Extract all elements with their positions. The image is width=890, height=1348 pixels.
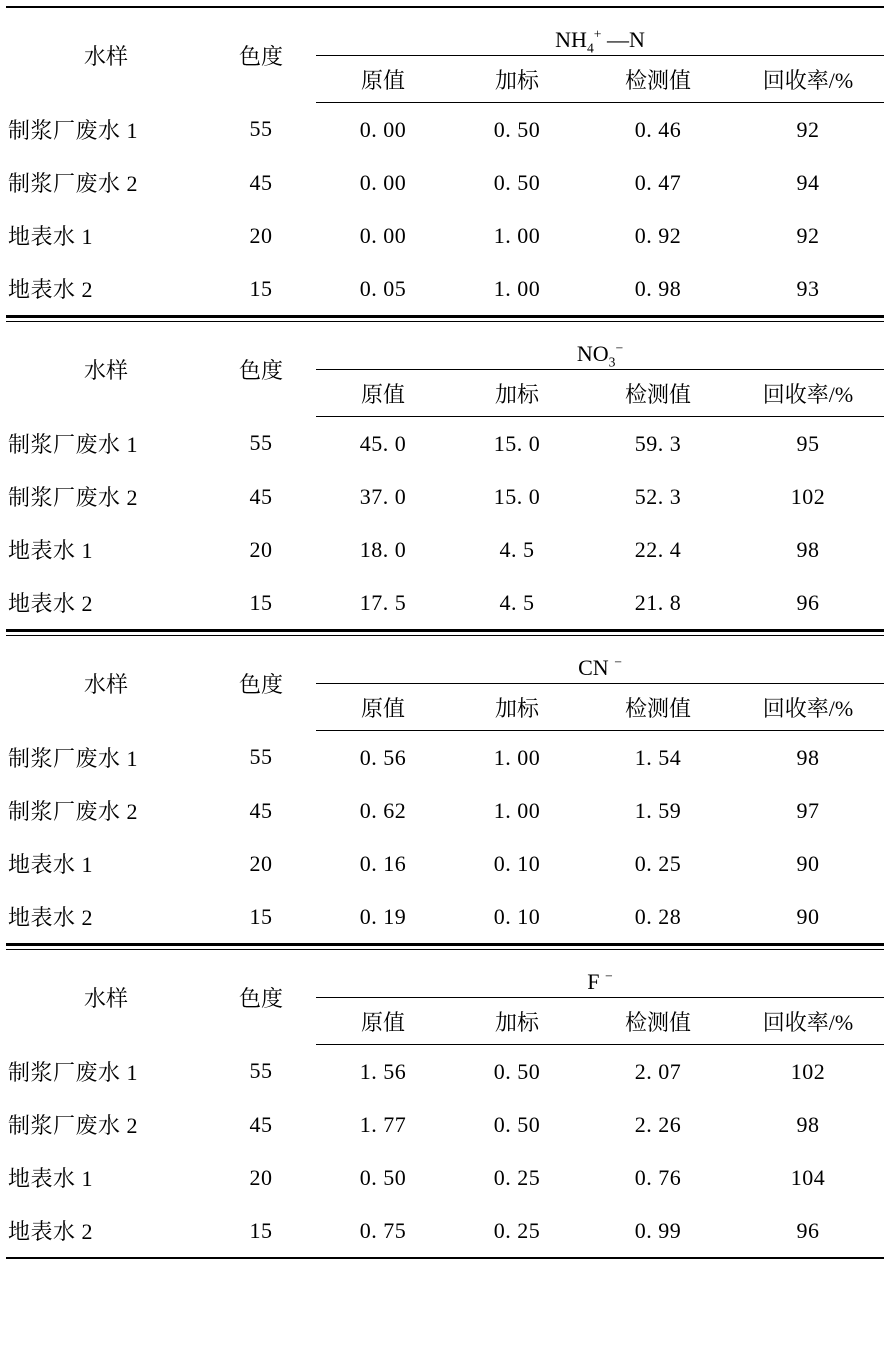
cell-sample: 地表水 2 bbox=[8, 591, 94, 616]
column-header-color: 色度 bbox=[238, 985, 283, 1011]
table-row bbox=[6, 837, 884, 890]
cell-sample: 地表水 2 bbox=[8, 1219, 94, 1244]
group-header-f: F − bbox=[316, 950, 884, 998]
cell-recovery: 92 bbox=[796, 116, 820, 142]
cell-color: 15 bbox=[249, 903, 273, 929]
cell-original: 0. 19 bbox=[359, 903, 407, 929]
table-header-row bbox=[6, 950, 884, 998]
cell-recovery: 90 bbox=[796, 903, 820, 929]
column-header-color: 色度 bbox=[238, 671, 283, 697]
cell-sample: 地表水 2 bbox=[8, 277, 94, 302]
cell-spiked: 1. 00 bbox=[493, 744, 541, 770]
cell-spiked: 0. 10 bbox=[493, 850, 541, 876]
cell-original: 0. 00 bbox=[359, 222, 407, 248]
column-header-spiked: 加标 bbox=[450, 684, 584, 731]
column-header-sample: 水样 bbox=[83, 43, 128, 69]
cell-spiked: 1. 00 bbox=[493, 222, 541, 248]
table-row bbox=[6, 731, 884, 785]
table-header-row bbox=[6, 322, 884, 370]
cell-spiked: 0. 25 bbox=[493, 1217, 541, 1243]
data-table-block-2 bbox=[6, 315, 884, 629]
cell-original: 37. 0 bbox=[359, 483, 407, 509]
column-header-recovery: 回收率/% bbox=[732, 998, 884, 1045]
column-header-original: 原值 bbox=[316, 370, 450, 417]
cell-original: 0. 00 bbox=[359, 169, 407, 195]
cell-measured: 0. 92 bbox=[634, 222, 682, 248]
group-header-cn: CN − bbox=[316, 636, 884, 684]
table-row bbox=[6, 576, 884, 629]
column-header-color: 色度 bbox=[238, 43, 283, 69]
cell-measured: 0. 47 bbox=[634, 169, 682, 195]
cell-spiked: 4. 5 bbox=[499, 589, 535, 615]
column-header-measured: 检测值 bbox=[584, 370, 732, 417]
cell-color: 55 bbox=[249, 744, 273, 770]
cell-measured: 1. 54 bbox=[634, 744, 682, 770]
cell-measured: 0. 98 bbox=[634, 275, 682, 301]
cell-spiked: 1. 00 bbox=[493, 275, 541, 301]
table-row bbox=[6, 890, 884, 943]
cell-original: 17. 5 bbox=[359, 589, 407, 615]
column-header-measured: 检测值 bbox=[584, 56, 732, 103]
cell-spiked: 1. 00 bbox=[493, 797, 541, 823]
column-header-spiked: 加标 bbox=[450, 56, 584, 103]
column-header-original: 原值 bbox=[316, 56, 450, 103]
cell-measured: 1. 59 bbox=[634, 797, 682, 823]
cell-sample: 地表水 1 bbox=[8, 538, 94, 563]
table-header-row bbox=[6, 636, 884, 684]
cell-color: 20 bbox=[249, 536, 273, 562]
cell-original: 0. 62 bbox=[359, 797, 407, 823]
cell-recovery: 98 bbox=[796, 536, 820, 562]
cell-spiked: 0. 50 bbox=[493, 1058, 541, 1084]
cell-color: 45 bbox=[249, 1111, 273, 1137]
cell-color: 45 bbox=[249, 797, 273, 823]
data-table-block-4 bbox=[6, 943, 884, 1259]
column-header-sample: 水样 bbox=[83, 671, 128, 697]
column-header-measured: 检测值 bbox=[584, 684, 732, 731]
cell-original: 0. 75 bbox=[359, 1217, 407, 1243]
column-header-recovery: 回收率/% bbox=[732, 684, 884, 731]
cell-measured: 0. 76 bbox=[634, 1164, 682, 1190]
cell-sample: 地表水 2 bbox=[8, 905, 94, 930]
cell-measured: 0. 25 bbox=[634, 850, 682, 876]
cell-sample: 地表水 1 bbox=[8, 1166, 94, 1191]
cell-recovery: 96 bbox=[796, 1217, 820, 1243]
cell-color: 15 bbox=[249, 589, 273, 615]
column-header-original: 原值 bbox=[316, 998, 450, 1045]
table-row bbox=[6, 103, 884, 157]
cell-sample: 制浆厂废水 2 bbox=[8, 799, 139, 824]
cell-sample: 地表水 1 bbox=[8, 224, 94, 249]
cell-measured: 59. 3 bbox=[634, 430, 682, 456]
cell-recovery: 98 bbox=[796, 744, 820, 770]
column-header-spiked: 加标 bbox=[450, 998, 584, 1045]
cell-recovery: 96 bbox=[796, 589, 820, 615]
cell-recovery: 97 bbox=[796, 797, 820, 823]
cell-spiked: 0. 25 bbox=[493, 1164, 541, 1190]
cell-original: 0. 56 bbox=[359, 744, 407, 770]
cell-sample: 制浆厂废水 1 bbox=[8, 431, 139, 457]
data-table-block-3 bbox=[6, 629, 884, 943]
cell-color: 20 bbox=[249, 222, 273, 248]
table-row bbox=[6, 1151, 884, 1204]
column-header-recovery: 回收率/% bbox=[732, 56, 884, 103]
cell-color: 15 bbox=[249, 275, 273, 301]
cell-sample: 制浆厂废水 2 bbox=[8, 1113, 139, 1138]
table-row bbox=[6, 1204, 884, 1258]
cell-color: 55 bbox=[249, 1058, 273, 1084]
cell-measured: 2. 26 bbox=[634, 1111, 682, 1137]
cell-measured: 52. 3 bbox=[634, 483, 682, 509]
cell-original: 0. 00 bbox=[359, 116, 407, 142]
cell-spiked: 15. 0 bbox=[493, 483, 541, 509]
column-header-recovery: 回收率/% bbox=[732, 370, 884, 417]
cell-recovery: 98 bbox=[796, 1111, 820, 1137]
table-row bbox=[6, 209, 884, 262]
cell-color: 20 bbox=[249, 850, 273, 876]
cell-recovery: 94 bbox=[796, 169, 820, 195]
cell-color: 45 bbox=[249, 169, 273, 195]
cell-spiked: 0. 50 bbox=[493, 116, 541, 142]
cell-original: 0. 05 bbox=[359, 275, 407, 301]
cell-sample: 制浆厂废水 2 bbox=[8, 485, 139, 510]
cell-sample: 制浆厂废水 2 bbox=[8, 171, 139, 196]
cell-measured: 0. 99 bbox=[634, 1217, 682, 1243]
cell-color: 45 bbox=[249, 483, 273, 509]
cell-measured: 21. 8 bbox=[634, 589, 682, 615]
cell-spiked: 15. 0 bbox=[493, 430, 541, 456]
cell-sample: 制浆厂废水 1 bbox=[8, 117, 139, 143]
cell-original: 0. 16 bbox=[359, 850, 407, 876]
cell-measured: 22. 4 bbox=[634, 536, 682, 562]
cell-recovery: 93 bbox=[796, 275, 820, 301]
table-row bbox=[6, 784, 884, 837]
cell-color: 55 bbox=[249, 430, 273, 456]
cell-spiked: 0. 50 bbox=[493, 1111, 541, 1137]
column-header-sample: 水样 bbox=[83, 985, 128, 1011]
cell-recovery: 90 bbox=[796, 850, 820, 876]
cell-color: 20 bbox=[249, 1164, 273, 1190]
table-row bbox=[6, 262, 884, 315]
cell-recovery: 102 bbox=[790, 1058, 826, 1084]
cell-recovery: 95 bbox=[796, 430, 820, 456]
column-header-sample: 水样 bbox=[83, 357, 128, 383]
data-table-block-1 bbox=[6, 6, 884, 315]
cell-original: 18. 0 bbox=[359, 536, 407, 562]
table-row bbox=[6, 156, 884, 209]
table-row bbox=[6, 1045, 884, 1099]
table-bottom-rule bbox=[6, 1258, 884, 1259]
cell-color: 55 bbox=[249, 116, 273, 142]
cell-measured: 2. 07 bbox=[634, 1058, 682, 1084]
table-row bbox=[6, 523, 884, 576]
cell-recovery: 102 bbox=[790, 483, 826, 509]
cell-original: 1. 56 bbox=[359, 1058, 407, 1084]
cell-spiked: 0. 50 bbox=[493, 169, 541, 195]
cell-spiked: 4. 5 bbox=[499, 536, 535, 562]
table-row bbox=[6, 1098, 884, 1151]
group-header-no3: $NO_3^-$ bbox=[316, 322, 884, 370]
cell-original: 0. 50 bbox=[359, 1164, 407, 1190]
cell-sample: 制浆厂废水 1 bbox=[8, 745, 139, 771]
table-header-row bbox=[6, 8, 884, 56]
column-header-original: 原值 bbox=[316, 684, 450, 731]
cell-color: 15 bbox=[249, 1217, 273, 1243]
cell-sample: 地表水 1 bbox=[8, 852, 94, 877]
table-row bbox=[6, 470, 884, 523]
cell-sample: 制浆厂废水 1 bbox=[8, 1059, 139, 1085]
table-row bbox=[6, 417, 884, 471]
cell-spiked: 0. 10 bbox=[493, 903, 541, 929]
column-header-spiked: 加标 bbox=[450, 370, 584, 417]
cell-original: 45. 0 bbox=[359, 430, 407, 456]
group-header-nh4n: $NH_4^+$ —N bbox=[316, 8, 884, 56]
cell-measured: 0. 28 bbox=[634, 903, 682, 929]
cell-measured: 0. 46 bbox=[634, 116, 682, 142]
column-header-measured: 检测值 bbox=[584, 998, 732, 1045]
cell-recovery: 104 bbox=[790, 1164, 826, 1190]
cell-original: 1. 77 bbox=[359, 1111, 407, 1137]
column-header-color: 色度 bbox=[238, 357, 283, 383]
cell-recovery: 92 bbox=[796, 222, 820, 248]
